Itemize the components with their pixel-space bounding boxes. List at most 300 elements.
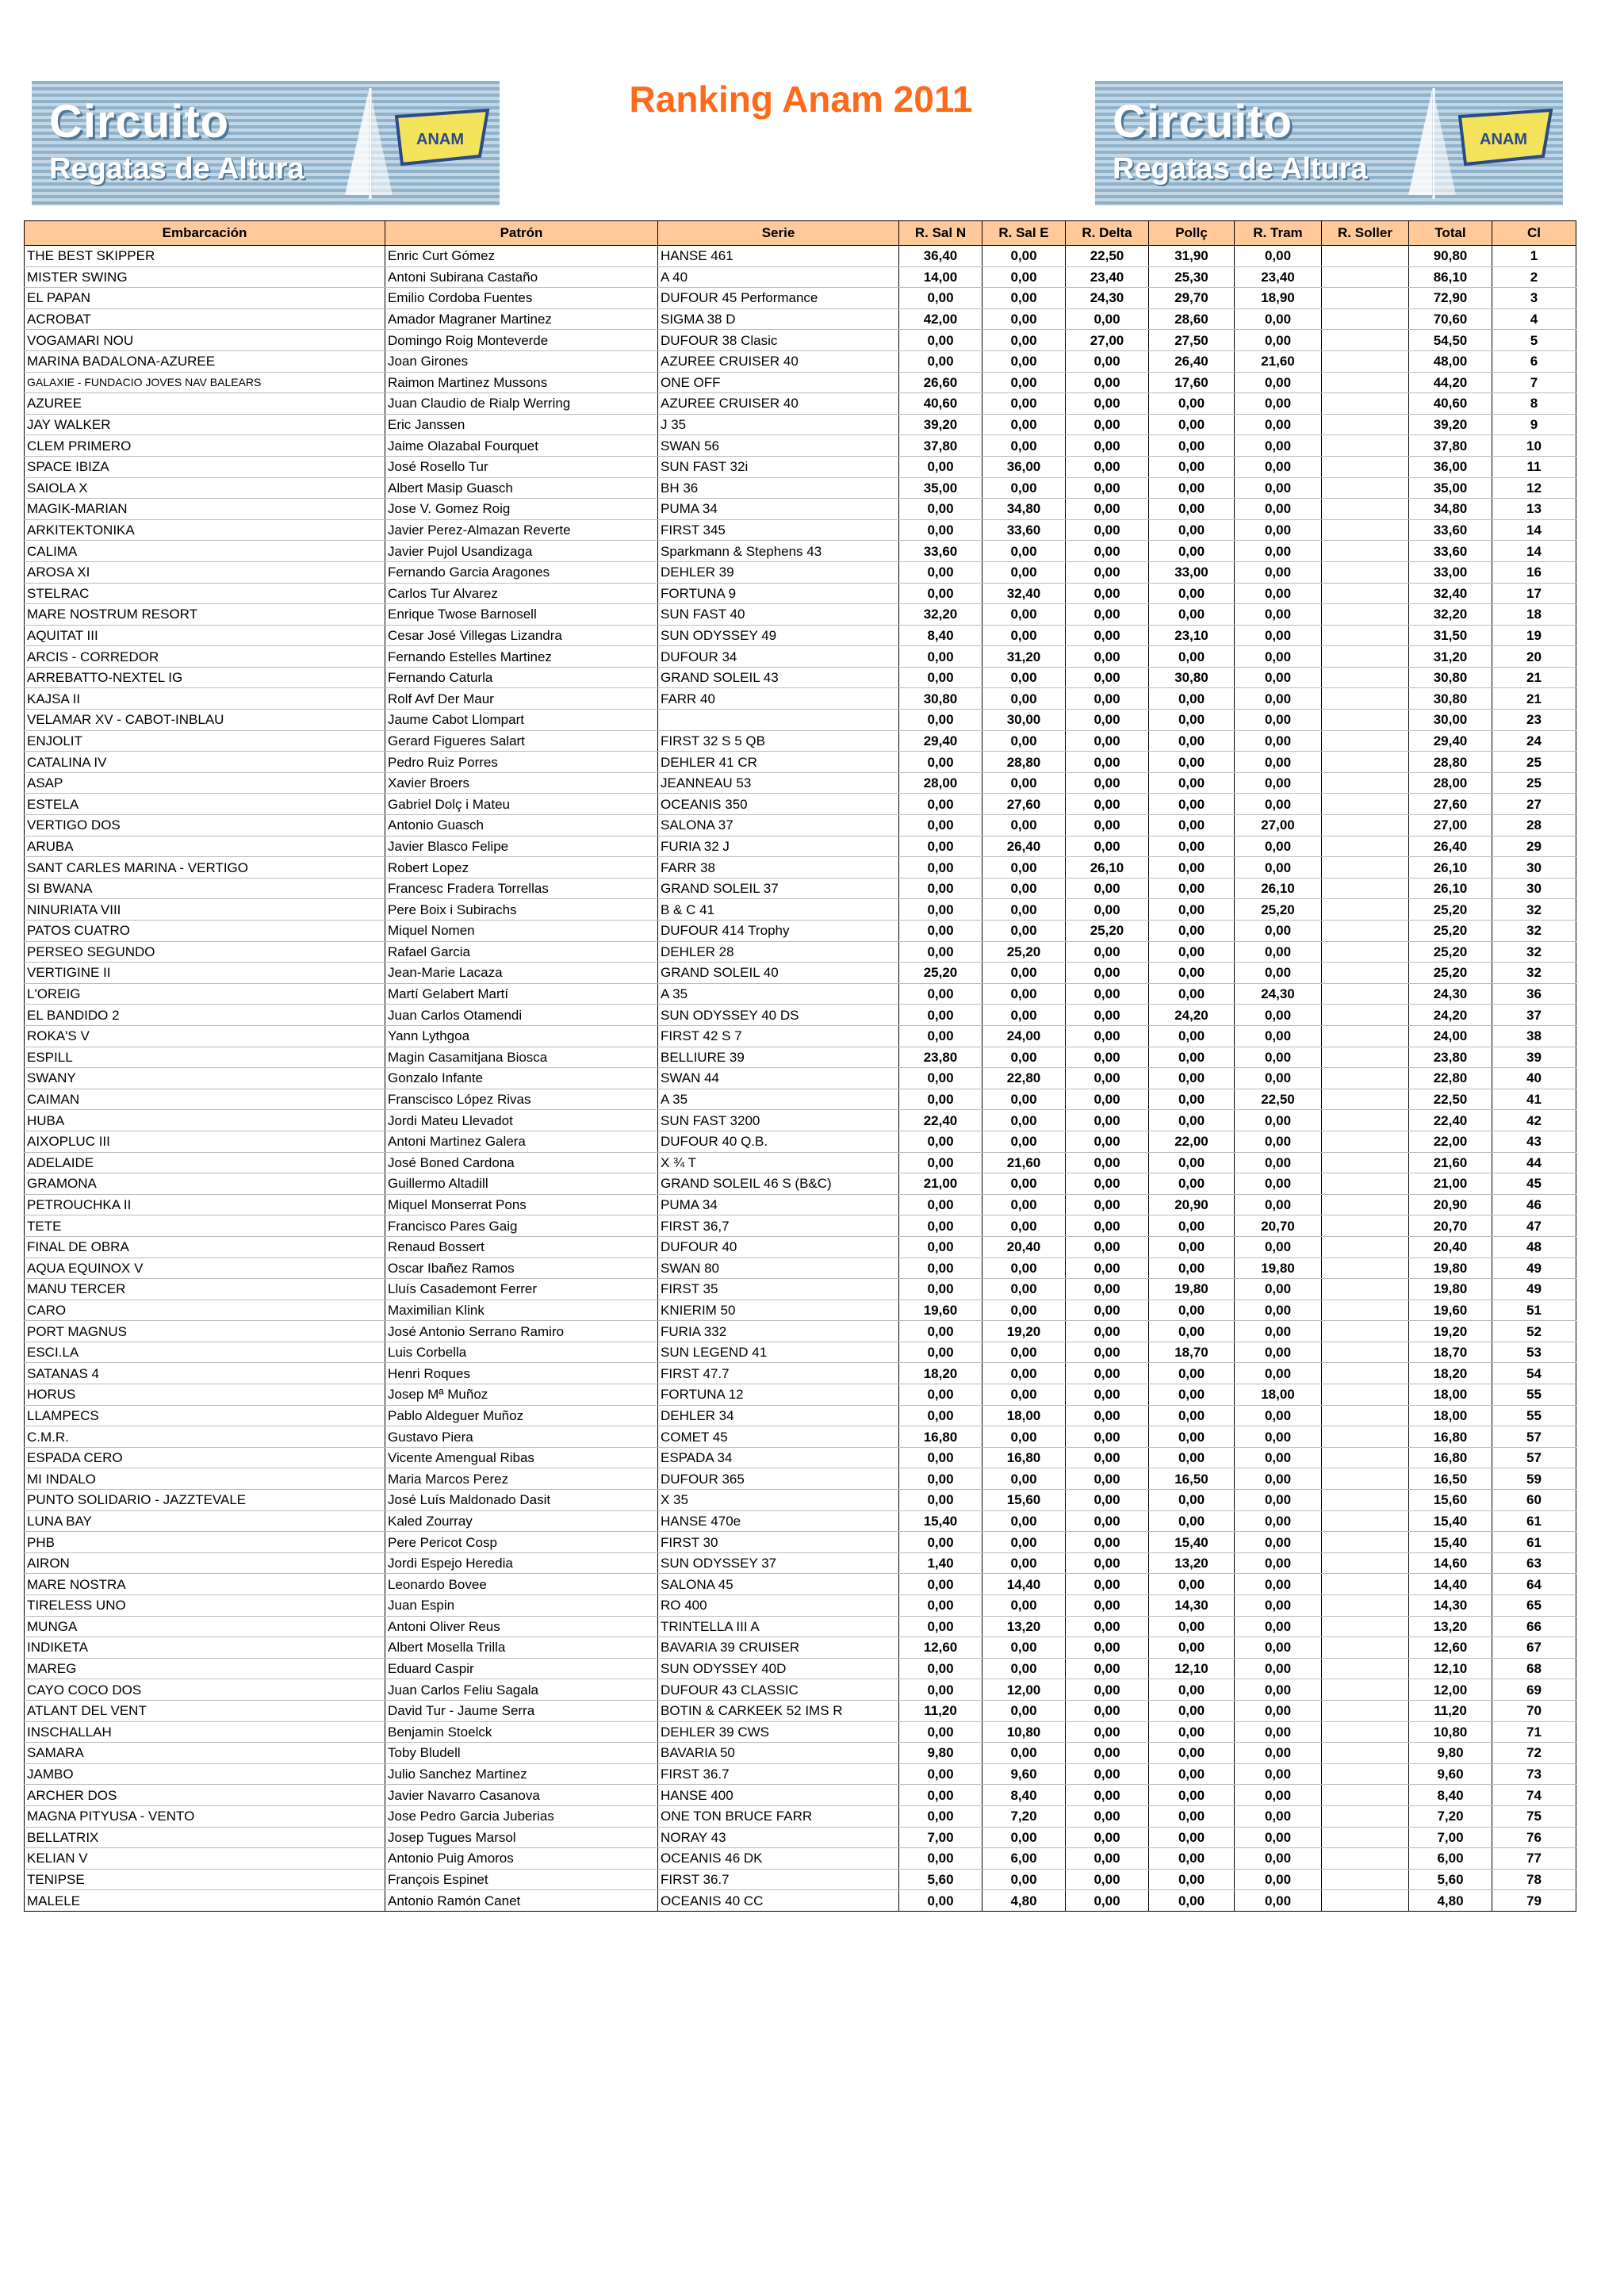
cell-classification: 27 [1492, 794, 1576, 815]
cell-boat-name: MALELE [25, 1890, 385, 1912]
cell-r-sal-n: 0,00 [899, 1447, 982, 1468]
cell-skipper: Gonzalo Infante [385, 1068, 658, 1089]
cell-r-sal-e: 0,00 [982, 246, 1066, 267]
cell-classification: 78 [1492, 1869, 1576, 1890]
cell-skipper: Rafael Garcia [385, 941, 658, 963]
cell-r-tram: 0,00 [1235, 1785, 1322, 1806]
cell-r-sal-n: 12,60 [899, 1637, 982, 1659]
cell-total: 24,20 [1409, 1005, 1492, 1026]
cell-pollc: 0,00 [1149, 1384, 1235, 1406]
cell-series: TRINTELLA III A [658, 1616, 899, 1637]
cell-r-soller [1322, 1848, 1409, 1870]
cell-total: 30,80 [1409, 667, 1492, 688]
table-row [25, 1763, 1576, 1785]
cell-boat-name: ADELAIDE [25, 1152, 385, 1173]
cell-r-soller [1322, 1616, 1409, 1637]
cell-classification: 48 [1492, 1236, 1576, 1258]
cell-r-sal-e: 0,00 [982, 1384, 1066, 1406]
col-header-cl: Cl [1492, 221, 1576, 246]
cell-r-delta: 0,00 [1066, 1152, 1149, 1173]
cell-r-sal-e: 0,00 [982, 393, 1066, 415]
cell-r-delta: 0,00 [1066, 1194, 1149, 1215]
cell-r-delta: 0,00 [1066, 1490, 1149, 1511]
cell-r-sal-n: 1,40 [899, 1552, 982, 1574]
cell-r-tram: 0,00 [1235, 1321, 1322, 1342]
cell-skipper: Fernando Caturla [385, 667, 658, 688]
cell-pollc: 0,00 [1149, 688, 1235, 710]
cell-skipper: Jaume Cabot Llompart [385, 710, 658, 731]
table-row [25, 1426, 1576, 1448]
cell-r-delta: 0,00 [1066, 1848, 1149, 1870]
cell-r-tram: 0,00 [1235, 435, 1322, 457]
cell-r-delta: 0,00 [1066, 815, 1149, 836]
cell-r-sal-n: 5,60 [899, 1869, 982, 1890]
cell-classification: 71 [1492, 1721, 1576, 1743]
cell-total: 10,80 [1409, 1721, 1492, 1743]
cell-r-sal-n: 0,00 [899, 1721, 982, 1743]
cell-r-sal-e: 0,00 [982, 1279, 1066, 1300]
cell-total: 30,00 [1409, 710, 1492, 731]
cell-r-sal-n: 0,00 [899, 1595, 982, 1617]
cell-boat-name: AIXOPLUC III [25, 1131, 385, 1152]
cell-r-delta: 0,00 [1066, 435, 1149, 457]
cell-pollc: 0,00 [1149, 941, 1235, 963]
cell-r-soller [1322, 836, 1409, 857]
cell-classification: 37 [1492, 1005, 1576, 1026]
table-row [25, 1068, 1576, 1089]
cell-total: 14,60 [1409, 1552, 1492, 1574]
cell-pollc: 0,00 [1149, 710, 1235, 731]
cell-r-sal-n: 0,00 [899, 646, 982, 668]
cell-r-soller [1322, 1468, 1409, 1490]
cell-r-sal-n: 0,00 [899, 1131, 982, 1152]
cell-r-soller [1322, 667, 1409, 688]
cell-total: 70,60 [1409, 308, 1492, 330]
cell-skipper: Francesc Fradera Torrellas [385, 878, 658, 899]
table-row [25, 1279, 1576, 1300]
table-row [25, 583, 1576, 604]
cell-r-sal-e: 0,00 [982, 667, 1066, 688]
cell-series: DEHLER 34 [658, 1405, 899, 1426]
cell-classification: 30 [1492, 878, 1576, 899]
table-row [25, 1025, 1576, 1047]
cell-r-sal-n: 25,20 [899, 963, 982, 984]
cell-r-sal-n: 40,60 [899, 393, 982, 415]
cell-boat-name: CAIMAN [25, 1089, 385, 1110]
cell-r-sal-n: 30,80 [899, 688, 982, 710]
table-row [25, 1194, 1576, 1215]
cell-pollc: 0,00 [1149, 456, 1235, 477]
table-row [25, 288, 1576, 309]
cell-series: FIRST 30 [658, 1532, 899, 1553]
cell-classification: 7 [1492, 372, 1576, 393]
cell-total: 54,50 [1409, 330, 1492, 351]
cell-r-delta: 0,00 [1066, 1468, 1149, 1490]
cell-r-soller [1322, 266, 1409, 288]
cell-classification: 70 [1492, 1700, 1576, 1721]
cell-skipper: Joan Girones [385, 350, 658, 372]
cell-r-sal-n: 0,00 [899, 899, 982, 921]
table-row [25, 1342, 1576, 1363]
cell-skipper: Antonio Guasch [385, 815, 658, 836]
cell-r-sal-e: 0,00 [982, 983, 1066, 1005]
cell-boat-name: INDIKETA [25, 1637, 385, 1659]
cell-r-soller [1322, 372, 1409, 393]
cell-series: FIRST 35 [658, 1279, 899, 1300]
cell-classification: 20 [1492, 646, 1576, 668]
cell-r-soller [1322, 1658, 1409, 1679]
cell-boat-name: SPACE IBIZA [25, 456, 385, 477]
cell-total: 25,20 [1409, 899, 1492, 921]
cell-r-tram: 0,00 [1235, 456, 1322, 477]
cell-r-tram: 0,00 [1235, 1827, 1322, 1848]
cell-skipper: Martí Gelabert Martí [385, 983, 658, 1005]
cell-classification: 29 [1492, 836, 1576, 857]
cell-classification: 40 [1492, 1068, 1576, 1089]
cell-classification: 42 [1492, 1110, 1576, 1131]
cell-classification: 1 [1492, 246, 1576, 267]
cell-r-sal-e: 0,00 [982, 477, 1066, 499]
cell-classification: 69 [1492, 1679, 1576, 1701]
table-row [25, 1827, 1576, 1848]
cell-r-soller [1322, 1869, 1409, 1890]
cell-r-delta: 0,00 [1066, 393, 1149, 415]
cell-skipper: Antonio Ramón Canet [385, 1890, 658, 1912]
cell-boat-name: STELRAC [25, 583, 385, 604]
cell-boat-name: EL BANDIDO 2 [25, 1005, 385, 1026]
cell-r-sal-n: 0,00 [899, 1490, 982, 1511]
table-row [25, 1574, 1576, 1595]
cell-classification: 5 [1492, 330, 1576, 351]
cell-r-soller [1322, 1743, 1409, 1764]
cell-boat-name: PHB [25, 1532, 385, 1553]
cell-r-sal-e: 0,00 [982, 963, 1066, 984]
cell-series: NORAY 43 [658, 1827, 899, 1848]
table-row [25, 1447, 1576, 1468]
cell-series: GRAND SOLEIL 40 [658, 963, 899, 984]
cell-pollc: 0,00 [1149, 878, 1235, 899]
cell-series: J 35 [658, 414, 899, 435]
cell-pollc: 31,90 [1149, 246, 1235, 267]
cell-classification: 44 [1492, 1152, 1576, 1173]
cell-r-sal-e: 0,00 [982, 541, 1066, 562]
table-row [25, 921, 1576, 942]
cell-pollc: 0,00 [1149, 1236, 1235, 1258]
cell-series: BH 36 [658, 477, 899, 499]
cell-r-soller [1322, 561, 1409, 583]
cell-r-tram: 0,00 [1235, 541, 1322, 562]
cell-classification: 77 [1492, 1848, 1576, 1870]
cell-total: 33,60 [1409, 519, 1492, 541]
cell-r-sal-n: 35,00 [899, 477, 982, 499]
cell-skipper: Javier Pujol Usandizaga [385, 541, 658, 562]
cell-total: 7,00 [1409, 1827, 1492, 1848]
cell-r-sal-e: 0,00 [982, 1869, 1066, 1890]
cell-r-sal-e: 0,00 [982, 288, 1066, 309]
cell-classification: 72 [1492, 1743, 1576, 1764]
cell-boat-name: SAMARA [25, 1743, 385, 1764]
cell-r-sal-e: 0,00 [982, 350, 1066, 372]
cell-skipper: Pere Boix i Subirachs [385, 899, 658, 921]
cell-r-tram: 0,00 [1235, 772, 1322, 794]
cell-skipper: Raimon Martinez Mussons [385, 372, 658, 393]
cell-skipper: Antoni Subirana Castaño [385, 266, 658, 288]
table-row [25, 246, 1576, 267]
table-row [25, 456, 1576, 477]
cell-r-sal-e: 20,40 [982, 1236, 1066, 1258]
cell-r-soller [1322, 604, 1409, 626]
cell-r-delta: 0,00 [1066, 1532, 1149, 1553]
table-row [25, 266, 1576, 288]
cell-r-sal-e: 0,00 [982, 1173, 1066, 1195]
cell-boat-name: ARREBATTO-NEXTEL IG [25, 667, 385, 688]
cell-pollc: 0,00 [1149, 772, 1235, 794]
cell-r-soller [1322, 1173, 1409, 1195]
cell-pollc: 0,00 [1149, 836, 1235, 857]
cell-r-sal-n: 0,00 [899, 1089, 982, 1110]
cell-total: 25,20 [1409, 941, 1492, 963]
cell-classification: 64 [1492, 1574, 1576, 1595]
cell-r-sal-n: 0,00 [899, 1574, 982, 1595]
cell-r-tram: 0,00 [1235, 1805, 1322, 1827]
cell-r-sal-e: 0,00 [982, 414, 1066, 435]
cell-classification: 8 [1492, 393, 1576, 415]
table-row [25, 1236, 1576, 1258]
cell-total: 19,80 [1409, 1258, 1492, 1279]
cell-classification: 74 [1492, 1785, 1576, 1806]
cell-r-soller [1322, 1532, 1409, 1553]
cell-r-delta: 0,00 [1066, 1658, 1149, 1679]
cell-skipper: Javier Blasco Felipe [385, 836, 658, 857]
cell-r-delta: 0,00 [1066, 1363, 1149, 1384]
cell-r-sal-n: 0,00 [899, 1321, 982, 1342]
cell-pollc: 0,00 [1149, 1637, 1235, 1659]
cell-r-sal-e: 0,00 [982, 1658, 1066, 1679]
cell-r-delta: 24,30 [1066, 288, 1149, 309]
table-row [25, 1890, 1576, 1912]
table-row [25, 330, 1576, 351]
cell-total: 19,20 [1409, 1321, 1492, 1342]
cell-pollc: 0,00 [1149, 1152, 1235, 1173]
cell-classification: 79 [1492, 1890, 1576, 1912]
cell-boat-name: GALAXIE - FUNDACIO JOVES NAV BALEARS [25, 372, 385, 393]
cell-total: 27,00 [1409, 815, 1492, 836]
cell-r-sal-e: 0,00 [982, 266, 1066, 288]
cell-r-sal-n: 0,00 [899, 710, 982, 731]
cell-boat-name: MARE NOSTRA [25, 1574, 385, 1595]
cell-r-delta: 0,00 [1066, 1279, 1149, 1300]
cell-r-delta: 0,00 [1066, 1426, 1149, 1448]
cell-series: AZUREE CRUISER 40 [658, 350, 899, 372]
cell-r-tram: 0,00 [1235, 1574, 1322, 1595]
cell-pollc: 16,50 [1149, 1468, 1235, 1490]
table-row [25, 1131, 1576, 1152]
cell-r-tram: 0,00 [1235, 710, 1322, 731]
cell-classification: 13 [1492, 499, 1576, 520]
cell-r-delta: 0,00 [1066, 1763, 1149, 1785]
cell-r-delta: 0,00 [1066, 350, 1149, 372]
cell-r-tram: 0,00 [1235, 1068, 1322, 1089]
cell-boat-name: NINURIATA VIII [25, 899, 385, 921]
cell-skipper: Antonio Puig Amoros [385, 1848, 658, 1870]
cell-boat-name: C.M.R. [25, 1426, 385, 1448]
cell-pollc: 14,30 [1149, 1595, 1235, 1617]
cell-r-soller [1322, 646, 1409, 668]
cell-r-delta: 0,00 [1066, 1173, 1149, 1195]
cell-series: SWAN 44 [658, 1068, 899, 1089]
cell-r-sal-n: 0,00 [899, 1152, 982, 1173]
cell-r-soller [1322, 921, 1409, 942]
cell-pollc: 0,00 [1149, 983, 1235, 1005]
cell-r-sal-e: 10,80 [982, 1721, 1066, 1743]
table-row [25, 477, 1576, 499]
cell-pollc: 15,40 [1149, 1532, 1235, 1553]
cell-boat-name: MAGNA PITYUSA - VENTO [25, 1805, 385, 1827]
table-row [25, 1532, 1576, 1553]
cell-r-sal-n: 0,00 [899, 983, 982, 1005]
sailboat-icon [1400, 84, 1464, 203]
cell-r-sal-n: 0,00 [899, 1258, 982, 1279]
cell-r-soller [1322, 794, 1409, 815]
col-header-r-tram: R. Tram [1235, 221, 1322, 246]
cell-r-sal-n: 0,00 [899, 1215, 982, 1237]
cell-classification: 68 [1492, 1658, 1576, 1679]
cell-pollc: 0,00 [1149, 1300, 1235, 1321]
cell-r-delta: 0,00 [1066, 1552, 1149, 1574]
cell-r-tram: 0,00 [1235, 963, 1322, 984]
cell-r-sal-n: 0,00 [899, 288, 982, 309]
cell-classification: 12 [1492, 477, 1576, 499]
cell-r-soller [1322, 541, 1409, 562]
cell-total: 21,00 [1409, 1173, 1492, 1195]
cell-r-delta: 0,00 [1066, 499, 1149, 520]
cell-r-delta: 0,00 [1066, 561, 1149, 583]
cell-r-soller [1322, 330, 1409, 351]
cell-series: X 35 [658, 1490, 899, 1511]
table-row [25, 625, 1576, 646]
cell-r-delta: 22,50 [1066, 246, 1149, 267]
cell-classification: 3 [1492, 288, 1576, 309]
cell-r-soller [1322, 1595, 1409, 1617]
cell-series: DUFOUR 365 [658, 1468, 899, 1490]
cell-series: SUN FAST 3200 [658, 1110, 899, 1131]
cell-r-delta: 0,00 [1066, 414, 1149, 435]
cell-classification: 17 [1492, 583, 1576, 604]
cell-r-sal-n: 0,00 [899, 1763, 982, 1785]
cell-r-sal-e: 36,00 [982, 456, 1066, 477]
cell-r-delta: 0,00 [1066, 477, 1149, 499]
cell-r-sal-e: 0,00 [982, 625, 1066, 646]
cell-pollc: 17,60 [1149, 372, 1235, 393]
cell-r-tram: 0,00 [1235, 1848, 1322, 1870]
cell-r-sal-e: 26,40 [982, 836, 1066, 857]
cell-r-sal-n: 39,20 [899, 414, 982, 435]
cell-classification: 24 [1492, 730, 1576, 752]
cell-r-sal-n: 14,00 [899, 266, 982, 288]
cell-classification: 57 [1492, 1447, 1576, 1468]
cell-r-sal-e: 0,00 [982, 921, 1066, 942]
cell-pollc: 0,00 [1149, 1616, 1235, 1637]
cell-pollc: 0,00 [1149, 1447, 1235, 1468]
cell-classification: 47 [1492, 1215, 1576, 1237]
cell-r-delta: 0,00 [1066, 667, 1149, 688]
cell-r-soller [1322, 1258, 1409, 1279]
cell-skipper: Juan Claudio de Rialp Werring [385, 393, 658, 415]
cell-r-soller [1322, 710, 1409, 731]
cell-r-sal-e: 28,80 [982, 752, 1066, 773]
cell-r-sal-e: 0,00 [982, 372, 1066, 393]
cell-boat-name: LUNA BAY [25, 1510, 385, 1532]
cell-r-sal-e: 14,40 [982, 1574, 1066, 1595]
cell-skipper: Oscar Ibañez Ramos [385, 1258, 658, 1279]
cell-boat-name: TENIPSE [25, 1869, 385, 1890]
cell-r-sal-e: 30,00 [982, 710, 1066, 731]
cell-skipper: Fernando Garcia Aragones [385, 561, 658, 583]
cell-skipper: Maria Marcos Perez [385, 1468, 658, 1490]
cell-r-tram: 0,00 [1235, 1047, 1322, 1068]
cell-r-soller [1322, 752, 1409, 773]
cell-skipper: Rolf Avf Der Maur [385, 688, 658, 710]
cell-pollc: 0,00 [1149, 1805, 1235, 1827]
cell-skipper: Emilio Cordoba Fuentes [385, 288, 658, 309]
cell-r-delta: 0,00 [1066, 1869, 1149, 1890]
cell-classification: 9 [1492, 414, 1576, 435]
cell-r-soller [1322, 1110, 1409, 1131]
cell-boat-name: TIRELESS UNO [25, 1595, 385, 1617]
cell-pollc: 0,00 [1149, 1700, 1235, 1721]
cell-r-sal-e: 0,00 [982, 1468, 1066, 1490]
cell-series: DEHLER 39 CWS [658, 1721, 899, 1743]
cell-r-sal-n: 0,00 [899, 1025, 982, 1047]
cell-boat-name: SANT CARLES MARINA - VERTIGO [25, 857, 385, 879]
cell-r-tram: 0,00 [1235, 1005, 1322, 1026]
cell-total: 20,70 [1409, 1215, 1492, 1237]
cell-r-soller [1322, 1047, 1409, 1068]
cell-skipper: Javier Navarro Casanova [385, 1785, 658, 1806]
cell-r-delta: 0,00 [1066, 1700, 1149, 1721]
cell-skipper: Eric Janssen [385, 414, 658, 435]
cell-r-tram: 0,00 [1235, 1658, 1322, 1679]
cell-total: 16,80 [1409, 1426, 1492, 1448]
cell-series: OCEANIS 46 DK [658, 1848, 899, 1870]
cell-r-soller [1322, 1637, 1409, 1659]
cell-series: DEHLER 39 [658, 561, 899, 583]
cell-r-delta: 0,00 [1066, 1616, 1149, 1637]
cell-classification: 21 [1492, 688, 1576, 710]
cell-series: Sparkmann & Stephens 43 [658, 541, 899, 562]
cell-series: GRAND SOLEIL 37 [658, 878, 899, 899]
cell-skipper: Magin Casamitjana Biosca [385, 1047, 658, 1068]
cell-boat-name: SATANAS 4 [25, 1363, 385, 1384]
cell-r-sal-n: 0,00 [899, 1785, 982, 1806]
cell-pollc: 0,00 [1149, 1827, 1235, 1848]
cell-total: 29,40 [1409, 730, 1492, 752]
cell-pollc: 0,00 [1149, 1510, 1235, 1532]
cell-skipper: Jordi Espejo Heredia [385, 1552, 658, 1574]
cell-r-soller [1322, 1679, 1409, 1701]
table-row [25, 667, 1576, 688]
cell-r-sal-e: 6,00 [982, 1848, 1066, 1870]
cell-pollc: 19,80 [1149, 1279, 1235, 1300]
cell-total: 31,50 [1409, 625, 1492, 646]
cell-classification: 43 [1492, 1131, 1576, 1152]
cell-r-sal-n: 0,00 [899, 456, 982, 477]
cell-r-delta: 0,00 [1066, 730, 1149, 752]
cell-skipper: José Antonio Serrano Ramiro [385, 1321, 658, 1342]
cell-r-delta: 0,00 [1066, 1047, 1149, 1068]
cell-pollc: 0,00 [1149, 794, 1235, 815]
cell-r-tram: 0,00 [1235, 477, 1322, 499]
